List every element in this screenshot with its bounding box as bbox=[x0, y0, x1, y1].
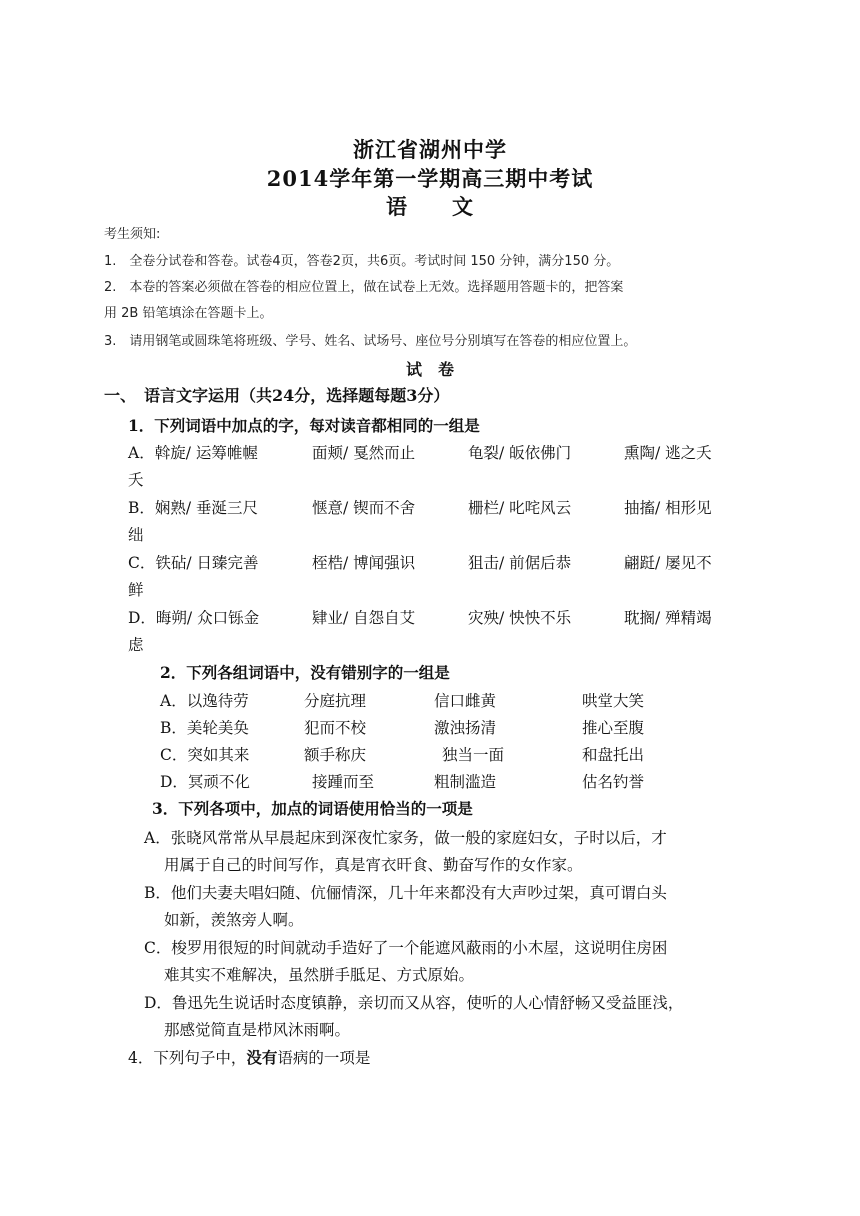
q1-option-c-col4: 翩跹/ 屡见不 bbox=[624, 554, 712, 572]
q4-emphasis: 没有 bbox=[246, 1048, 278, 1067]
q2-option-d-3: 粗制滥造 bbox=[434, 773, 497, 791]
q1-option-d-col2: 肄业/ 自怨自艾 bbox=[312, 609, 416, 627]
notice-item-2-cont: 用 2B 铅笔填涂在答题卡上。 bbox=[104, 306, 273, 321]
q1-option-b-col1: B．娴熟/ 垂涎三尺 bbox=[128, 499, 259, 517]
q3-option-d-line2: 那感觉简直是栉风沐雨啊。 bbox=[164, 1021, 351, 1039]
q2-option-a-2: 分庭抗理 bbox=[304, 692, 367, 710]
q4-prefix: 4．下列句子中， bbox=[128, 1049, 247, 1067]
subject-title: 语 文 bbox=[386, 194, 474, 219]
q2-option-a-4: 哄堂大笑 bbox=[582, 692, 645, 710]
q1-option-c-wrap: 鲜 bbox=[128, 581, 144, 599]
question-3-stem: 3．下列各项中，加点的词语使用恰当的一项是 bbox=[152, 799, 473, 818]
q2-option-a-1: A．以逸待劳 bbox=[160, 692, 249, 710]
q1-option-a-col3: 龟裂/ 皈依佛门 bbox=[468, 444, 572, 462]
notice-item-2: 2. 本卷的答案必须做在答卷的相应位置上，做在试卷上无效。选择题用答题卡的，把答案 bbox=[104, 280, 624, 295]
q3-option-b-line1: B．他们夫妻夫唱妇随、伉俪情深，几十年来都没有大声吵过架，真可谓白头 bbox=[144, 884, 667, 902]
q3-option-c-line2: 难其实不难解决，虽然胼手胝足、方式原始。 bbox=[164, 966, 475, 984]
q1-option-d-wrap: 虑 bbox=[128, 636, 144, 654]
question-1-stem: 1．下列词语中加点的字，每对读音都相同的一组是 bbox=[128, 416, 480, 435]
notice-title: 考生须知: bbox=[104, 227, 161, 242]
q1-option-c-col1: C．铁砧/ 日臻完善 bbox=[128, 554, 259, 572]
q1-option-d-col3: 灾殃/ 怏怏不乐 bbox=[468, 609, 572, 627]
q3-option-c-line1: C．梭罗用很短的时间就动手造好了一个能遮风蔽雨的小木屋，这说明住房困 bbox=[144, 939, 668, 957]
q1-option-d-col4: 耽搁/ 殚精竭 bbox=[624, 609, 712, 627]
q3-option-b-line2: 如新，羡煞旁人啊。 bbox=[164, 911, 304, 929]
q3-option-d-line1: D．鲁迅先生说话时态度镇静，亲切而又从容，使听的人心情舒畅又受益匪浅， bbox=[144, 994, 684, 1012]
q2-option-b-4: 推心至腹 bbox=[582, 719, 645, 737]
q2-option-d-2: 接踵而至 bbox=[312, 773, 375, 791]
q3-option-a-line1: A．张晓风常常从早晨起床到深夜忙家务，做一般的家庭妇女，子时以后，才 bbox=[144, 829, 667, 847]
exam-title: 2014学年第一学期高三期中考试 bbox=[266, 166, 594, 191]
q1-option-d-col1: D．晦朔/ 众口铄金 bbox=[128, 609, 260, 627]
q1-option-a-col1: A．斡旋/ 运筹帷幄 bbox=[128, 444, 258, 462]
notice-item-3: 3. 请用钢笔或圆珠笔将班级、学号、姓名、试场号、座位号分别填写在答卷的相应位置上。 bbox=[104, 334, 637, 349]
q2-option-d-4: 估名钓誉 bbox=[582, 773, 645, 791]
q1-option-a-wrap: 夭 bbox=[128, 471, 144, 489]
section-title: 试 卷 bbox=[405, 360, 454, 379]
q4-suffix: 语病的一项是 bbox=[277, 1049, 371, 1067]
q2-option-b-1: B．美轮美奂 bbox=[160, 719, 249, 737]
q2-option-d-1: D．冥顽不化 bbox=[160, 773, 250, 791]
q1-option-b-wrap: 绌 bbox=[128, 526, 144, 544]
q2-option-b-2: 犯而不校 bbox=[304, 719, 367, 737]
notice-item-1: 1. 全卷分试卷和答卷。试卷4页，答卷2页，共6页。考试时间 150 分钟，满分150 分。 bbox=[104, 254, 620, 269]
q1-option-b-col3: 栅栏/ 叱咤风云 bbox=[468, 499, 572, 517]
q2-option-c-4: 和盘托出 bbox=[582, 746, 645, 764]
q1-option-a-col2: 面颊/ 戛然而止 bbox=[312, 444, 416, 462]
q2-option-c-2: 额手称庆 bbox=[304, 746, 367, 764]
q1-option-b-col2: 惬意/ 锲而不舍 bbox=[312, 499, 416, 517]
q1-option-a-col4: 熏陶/ 逃之夭 bbox=[624, 444, 712, 462]
q1-option-c-col2: 桎梏/ 博闻强识 bbox=[312, 554, 416, 572]
question-4-stem bbox=[128, 1046, 370, 1068]
question-2-stem: 2．下列各组词语中，没有错别字的一组是 bbox=[160, 663, 450, 682]
q2-option-b-3: 激浊扬清 bbox=[434, 719, 497, 737]
q2-option-c-1: C．突如其来 bbox=[160, 746, 250, 764]
q2-option-c-3: 独当一面 bbox=[442, 746, 505, 764]
q2-option-a-3: 信口雌黄 bbox=[434, 692, 497, 710]
q1-option-b-col4: 抽搐/ 相形见 bbox=[624, 499, 712, 517]
q1-option-c-col3: 狙击/ 前倨后恭 bbox=[468, 554, 572, 572]
q3-option-a-line2: 用属于自己的时间写作，真是宵衣旰食、勤奋写作的女作家。 bbox=[164, 856, 583, 874]
school-name: 浙江省湖州中学 bbox=[353, 137, 507, 162]
part-one-heading: 一、 语言文字运用（共24分，选择题每题3分） bbox=[104, 386, 450, 405]
